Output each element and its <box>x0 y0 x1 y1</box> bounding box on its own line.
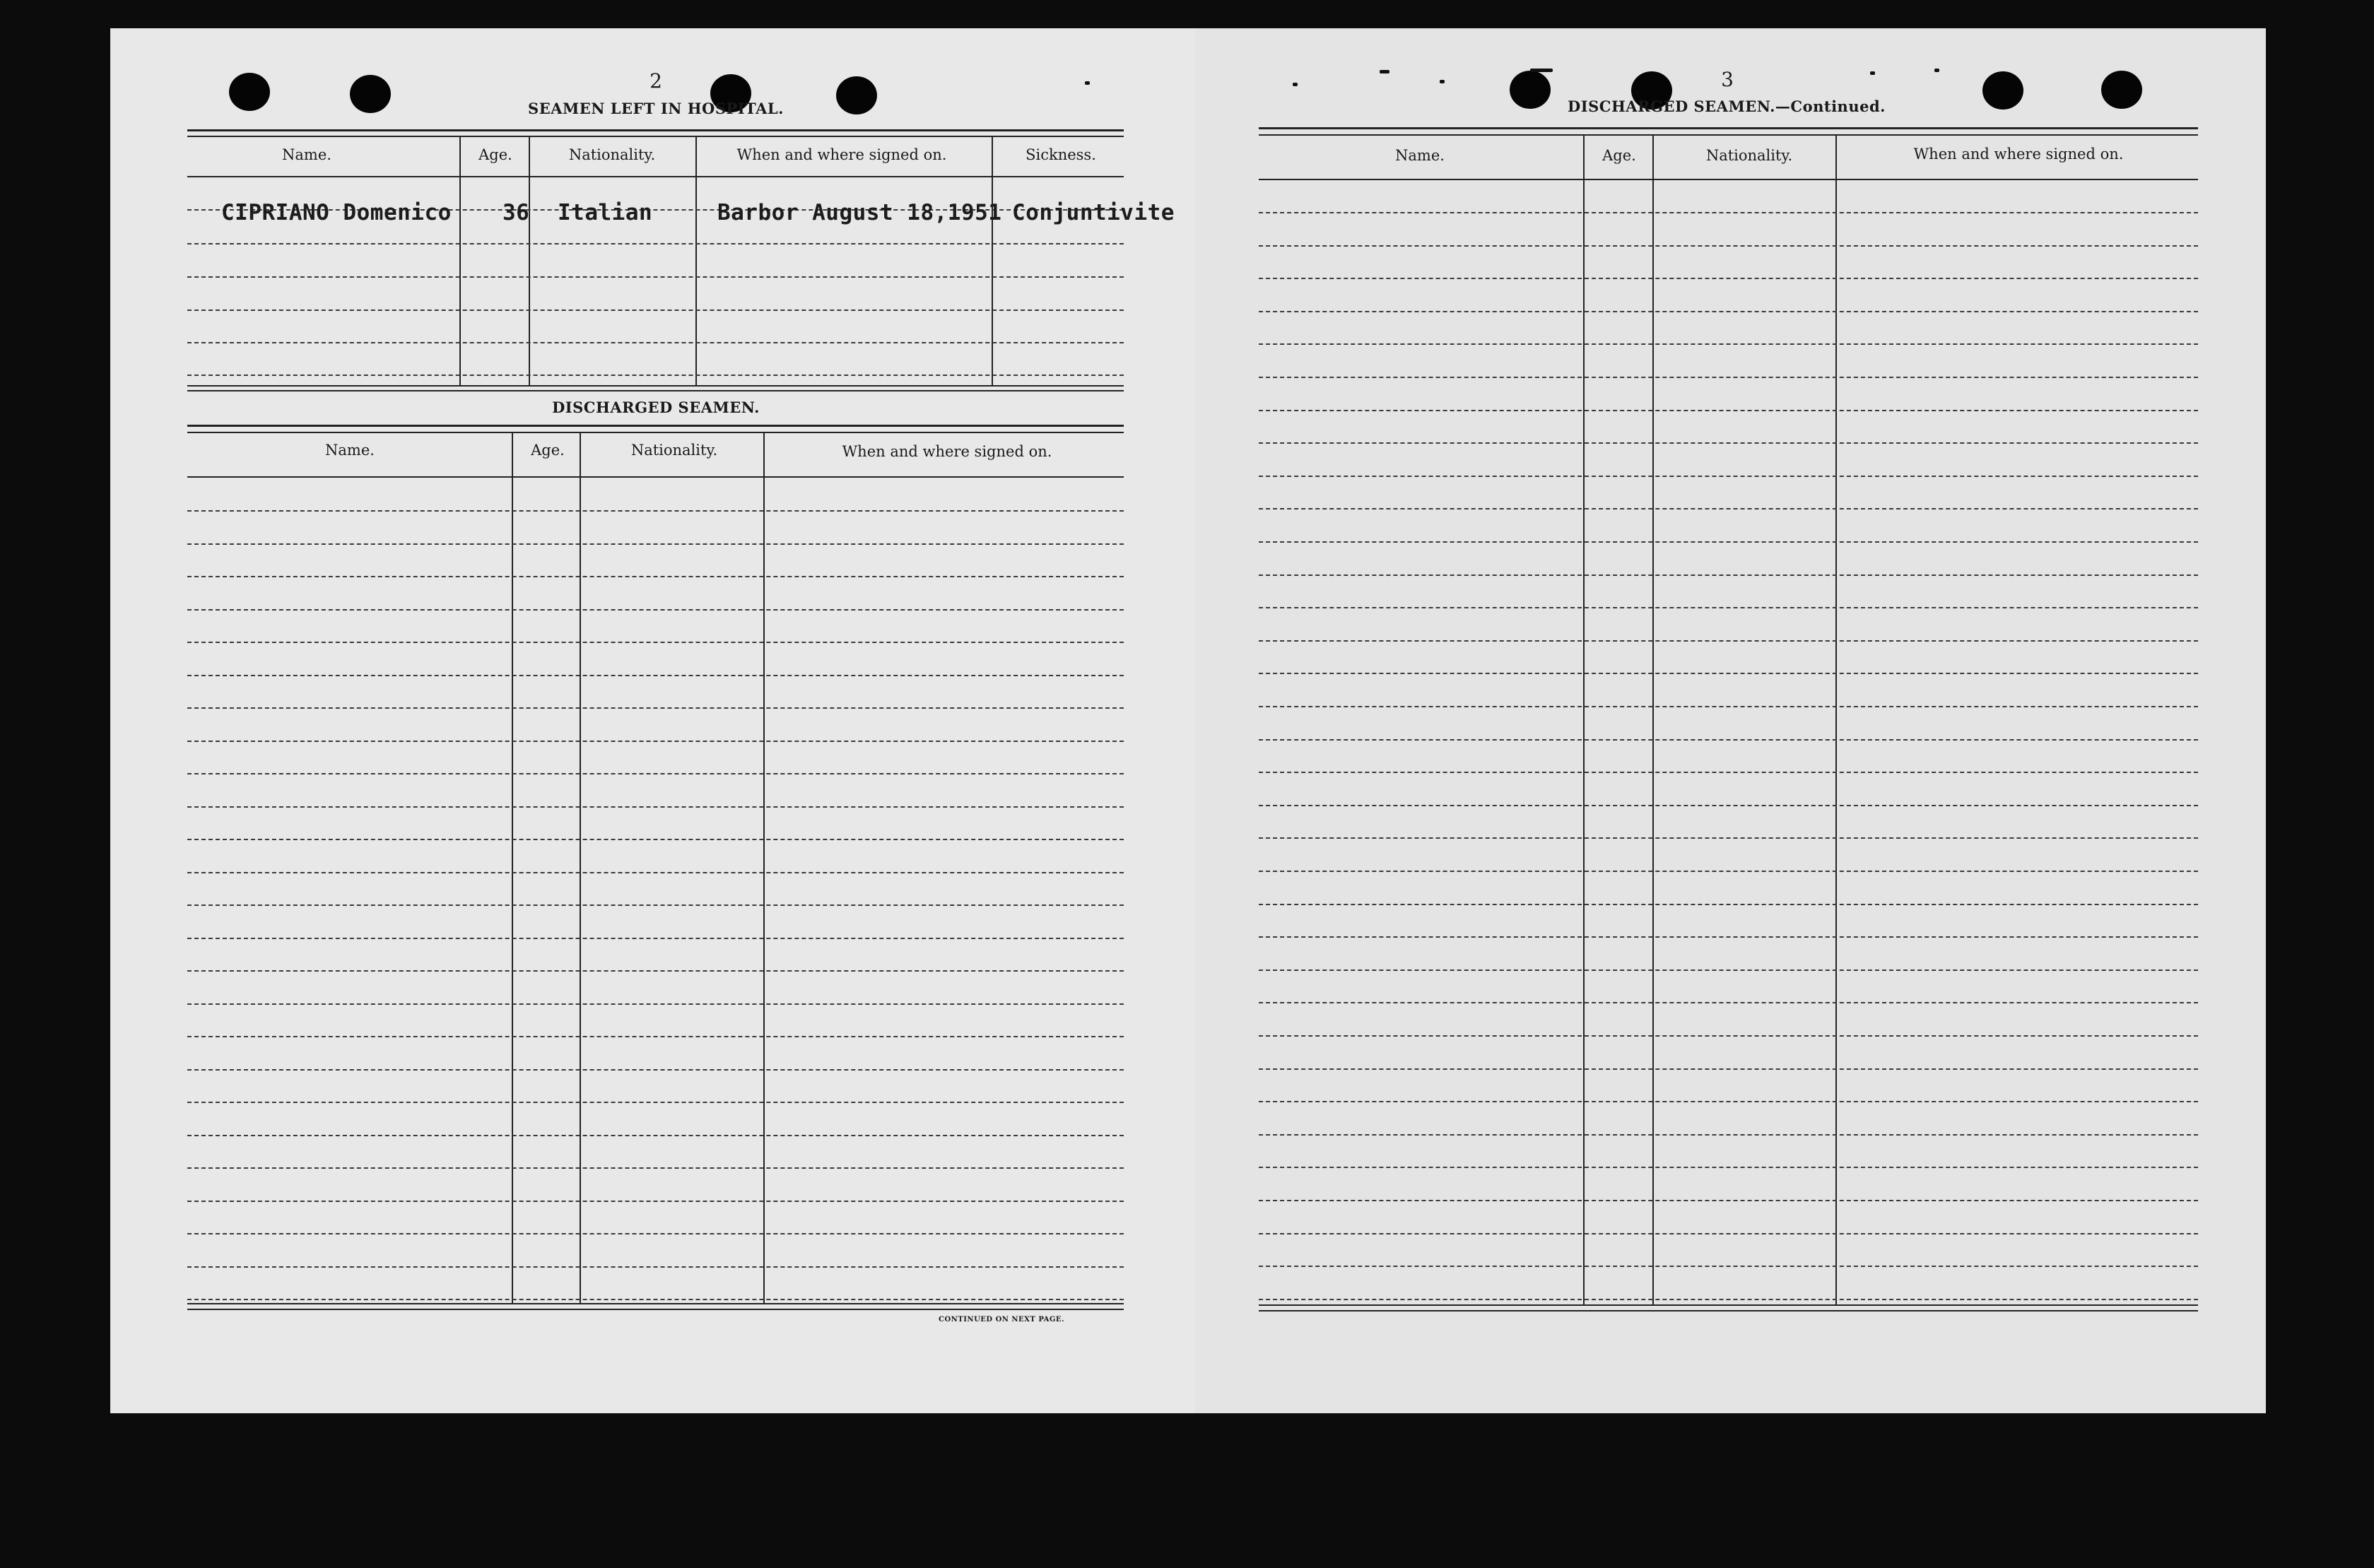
dashed-row <box>1259 278 2198 279</box>
dashed-row <box>187 1036 1124 1037</box>
col-header-nationality: Nationality. <box>568 146 656 163</box>
entry-signed-on: Barbor August 18,1951 <box>717 200 1002 225</box>
dashed-row <box>187 1003 1124 1005</box>
column-divider <box>1835 134 1837 1304</box>
dashed-row <box>187 576 1124 577</box>
dashed-row <box>1259 640 2198 642</box>
dashed-row <box>1259 1002 2198 1003</box>
column-divider <box>580 432 581 1303</box>
dashed-row <box>1259 508 2198 509</box>
col-header-age: Age. <box>1602 147 1636 164</box>
column-divider <box>459 136 461 387</box>
dashed-row <box>1259 1068 2198 1070</box>
dashed-row <box>1259 969 2198 971</box>
dashed-row <box>1259 343 2198 345</box>
column-divider <box>512 432 513 1303</box>
entry-name: CIPRIANO Domenico <box>221 200 452 225</box>
dashed-row <box>187 806 1124 808</box>
dashed-row <box>187 839 1124 840</box>
dashed-row <box>187 1201 1124 1202</box>
dashed-row <box>1259 541 2198 543</box>
speck <box>1085 81 1090 85</box>
page-number: 2 <box>650 69 662 93</box>
dashed-row <box>1259 904 2198 905</box>
dashed-row <box>1259 1299 2198 1300</box>
column-divider <box>1652 134 1654 1304</box>
speck <box>1380 70 1389 73</box>
dashed-row <box>1259 212 2198 213</box>
col-header-age: Age. <box>478 146 512 163</box>
punch-hole <box>229 73 270 111</box>
dashed-row <box>1259 673 2198 674</box>
col-header-name: Name. <box>1395 147 1445 164</box>
dashed-row <box>1259 1035 2198 1037</box>
dashed-row <box>187 1266 1124 1268</box>
col-header-age: Age. <box>531 442 565 459</box>
left-page <box>110 28 1195 1413</box>
speck <box>1530 69 1553 72</box>
dashed-row <box>187 543 1124 545</box>
dashed-row <box>187 609 1124 611</box>
rule <box>1259 127 2198 129</box>
rule <box>187 176 1124 177</box>
col-header-signed-on: When and where signed on. <box>1913 146 2124 163</box>
dashed-row <box>1259 837 2198 839</box>
entry-age: 36 <box>503 200 530 225</box>
section-title-discharged-continued: DISCHARGED SEAMEN.—Continued. <box>1568 98 1886 115</box>
column-divider <box>992 136 993 387</box>
dashed-row <box>1259 245 2198 247</box>
dashed-row <box>187 872 1124 873</box>
dashed-row <box>187 1135 1124 1136</box>
rule <box>187 432 1124 433</box>
dashed-row <box>1259 936 2198 938</box>
dashed-row <box>1259 739 2198 741</box>
col-header-signed-on: When and where signed on. <box>736 146 947 163</box>
dashed-row <box>187 375 1124 376</box>
rule <box>187 425 1124 427</box>
dashed-row <box>1259 871 2198 872</box>
punch-hole <box>1982 71 2023 110</box>
rule <box>1259 1310 2198 1311</box>
dashed-row <box>1259 1266 2198 1267</box>
dashed-row <box>187 773 1124 774</box>
col-header-sickness: Sickness. <box>1026 146 1096 163</box>
dashed-row <box>187 310 1124 311</box>
dashed-row <box>187 1069 1124 1071</box>
section-title-discharged: DISCHARGED SEAMEN. <box>552 399 760 416</box>
col-header-name: Name. <box>282 146 331 163</box>
dashed-row <box>1259 377 2198 378</box>
dashed-row <box>187 675 1124 676</box>
dashed-row <box>187 1233 1124 1234</box>
dashed-row <box>1259 706 2198 707</box>
punch-hole <box>1510 71 1551 109</box>
rule <box>1259 134 2198 136</box>
dashed-row <box>1259 442 2198 444</box>
rule <box>187 385 1124 387</box>
column-divider <box>529 136 530 387</box>
dashed-row <box>1259 805 2198 806</box>
dashed-row <box>187 938 1124 939</box>
dashed-row <box>1259 1200 2198 1201</box>
speck <box>1870 71 1875 75</box>
dashed-row <box>187 642 1124 643</box>
dashed-row <box>187 342 1124 343</box>
dashed-row <box>187 243 1124 244</box>
dashed-row <box>187 1299 1124 1300</box>
col-header-nationality: Nationality. <box>1705 147 1793 164</box>
rule <box>187 476 1124 478</box>
dashed-row <box>1259 410 2198 411</box>
entry-nationality: Italian <box>558 200 653 225</box>
dashed-row <box>1259 1167 2198 1168</box>
page-number: 3 <box>1721 68 1734 91</box>
column-divider <box>1583 134 1585 1304</box>
rule <box>1259 179 2198 180</box>
dashed-row <box>187 904 1124 906</box>
dashed-row <box>187 741 1124 742</box>
punch-hole <box>2101 71 2142 109</box>
rule <box>187 390 1124 391</box>
rule <box>1259 1304 2198 1306</box>
column-divider <box>695 136 697 387</box>
col-header-nationality: Nationality. <box>630 442 718 459</box>
dashed-row <box>1259 311 2198 312</box>
section-title-hospital: SEAMEN LEFT IN HOSPITAL. <box>528 100 784 117</box>
dashed-row <box>1259 574 2198 576</box>
rule <box>187 129 1124 131</box>
footer-continued: CONTINUED ON NEXT PAGE. <box>939 1316 1065 1324</box>
dashed-row <box>187 970 1124 972</box>
speck <box>1934 69 1939 72</box>
entry-sickness: Conjuntivite <box>1012 200 1175 225</box>
punch-hole <box>836 76 877 114</box>
punch-hole <box>350 75 391 113</box>
speck <box>1293 83 1298 86</box>
dashed-row <box>187 276 1124 278</box>
dashed-row <box>187 707 1124 709</box>
col-header-signed-on: When and where signed on. <box>842 443 1052 460</box>
dashed-row <box>187 1102 1124 1103</box>
column-divider <box>763 432 765 1303</box>
speck <box>1440 80 1445 83</box>
dashed-row <box>1259 1101 2198 1102</box>
dashed-row <box>1259 1134 2198 1136</box>
rule <box>187 1303 1124 1304</box>
col-header-name: Name. <box>325 442 375 459</box>
dashed-row <box>187 510 1124 512</box>
dashed-row <box>187 1167 1124 1169</box>
dashed-row <box>1259 607 2198 608</box>
dashed-row <box>1259 772 2198 773</box>
dashed-row <box>1259 1233 2198 1234</box>
rule <box>187 136 1124 137</box>
rule <box>187 1309 1124 1310</box>
dashed-row <box>1259 476 2198 477</box>
